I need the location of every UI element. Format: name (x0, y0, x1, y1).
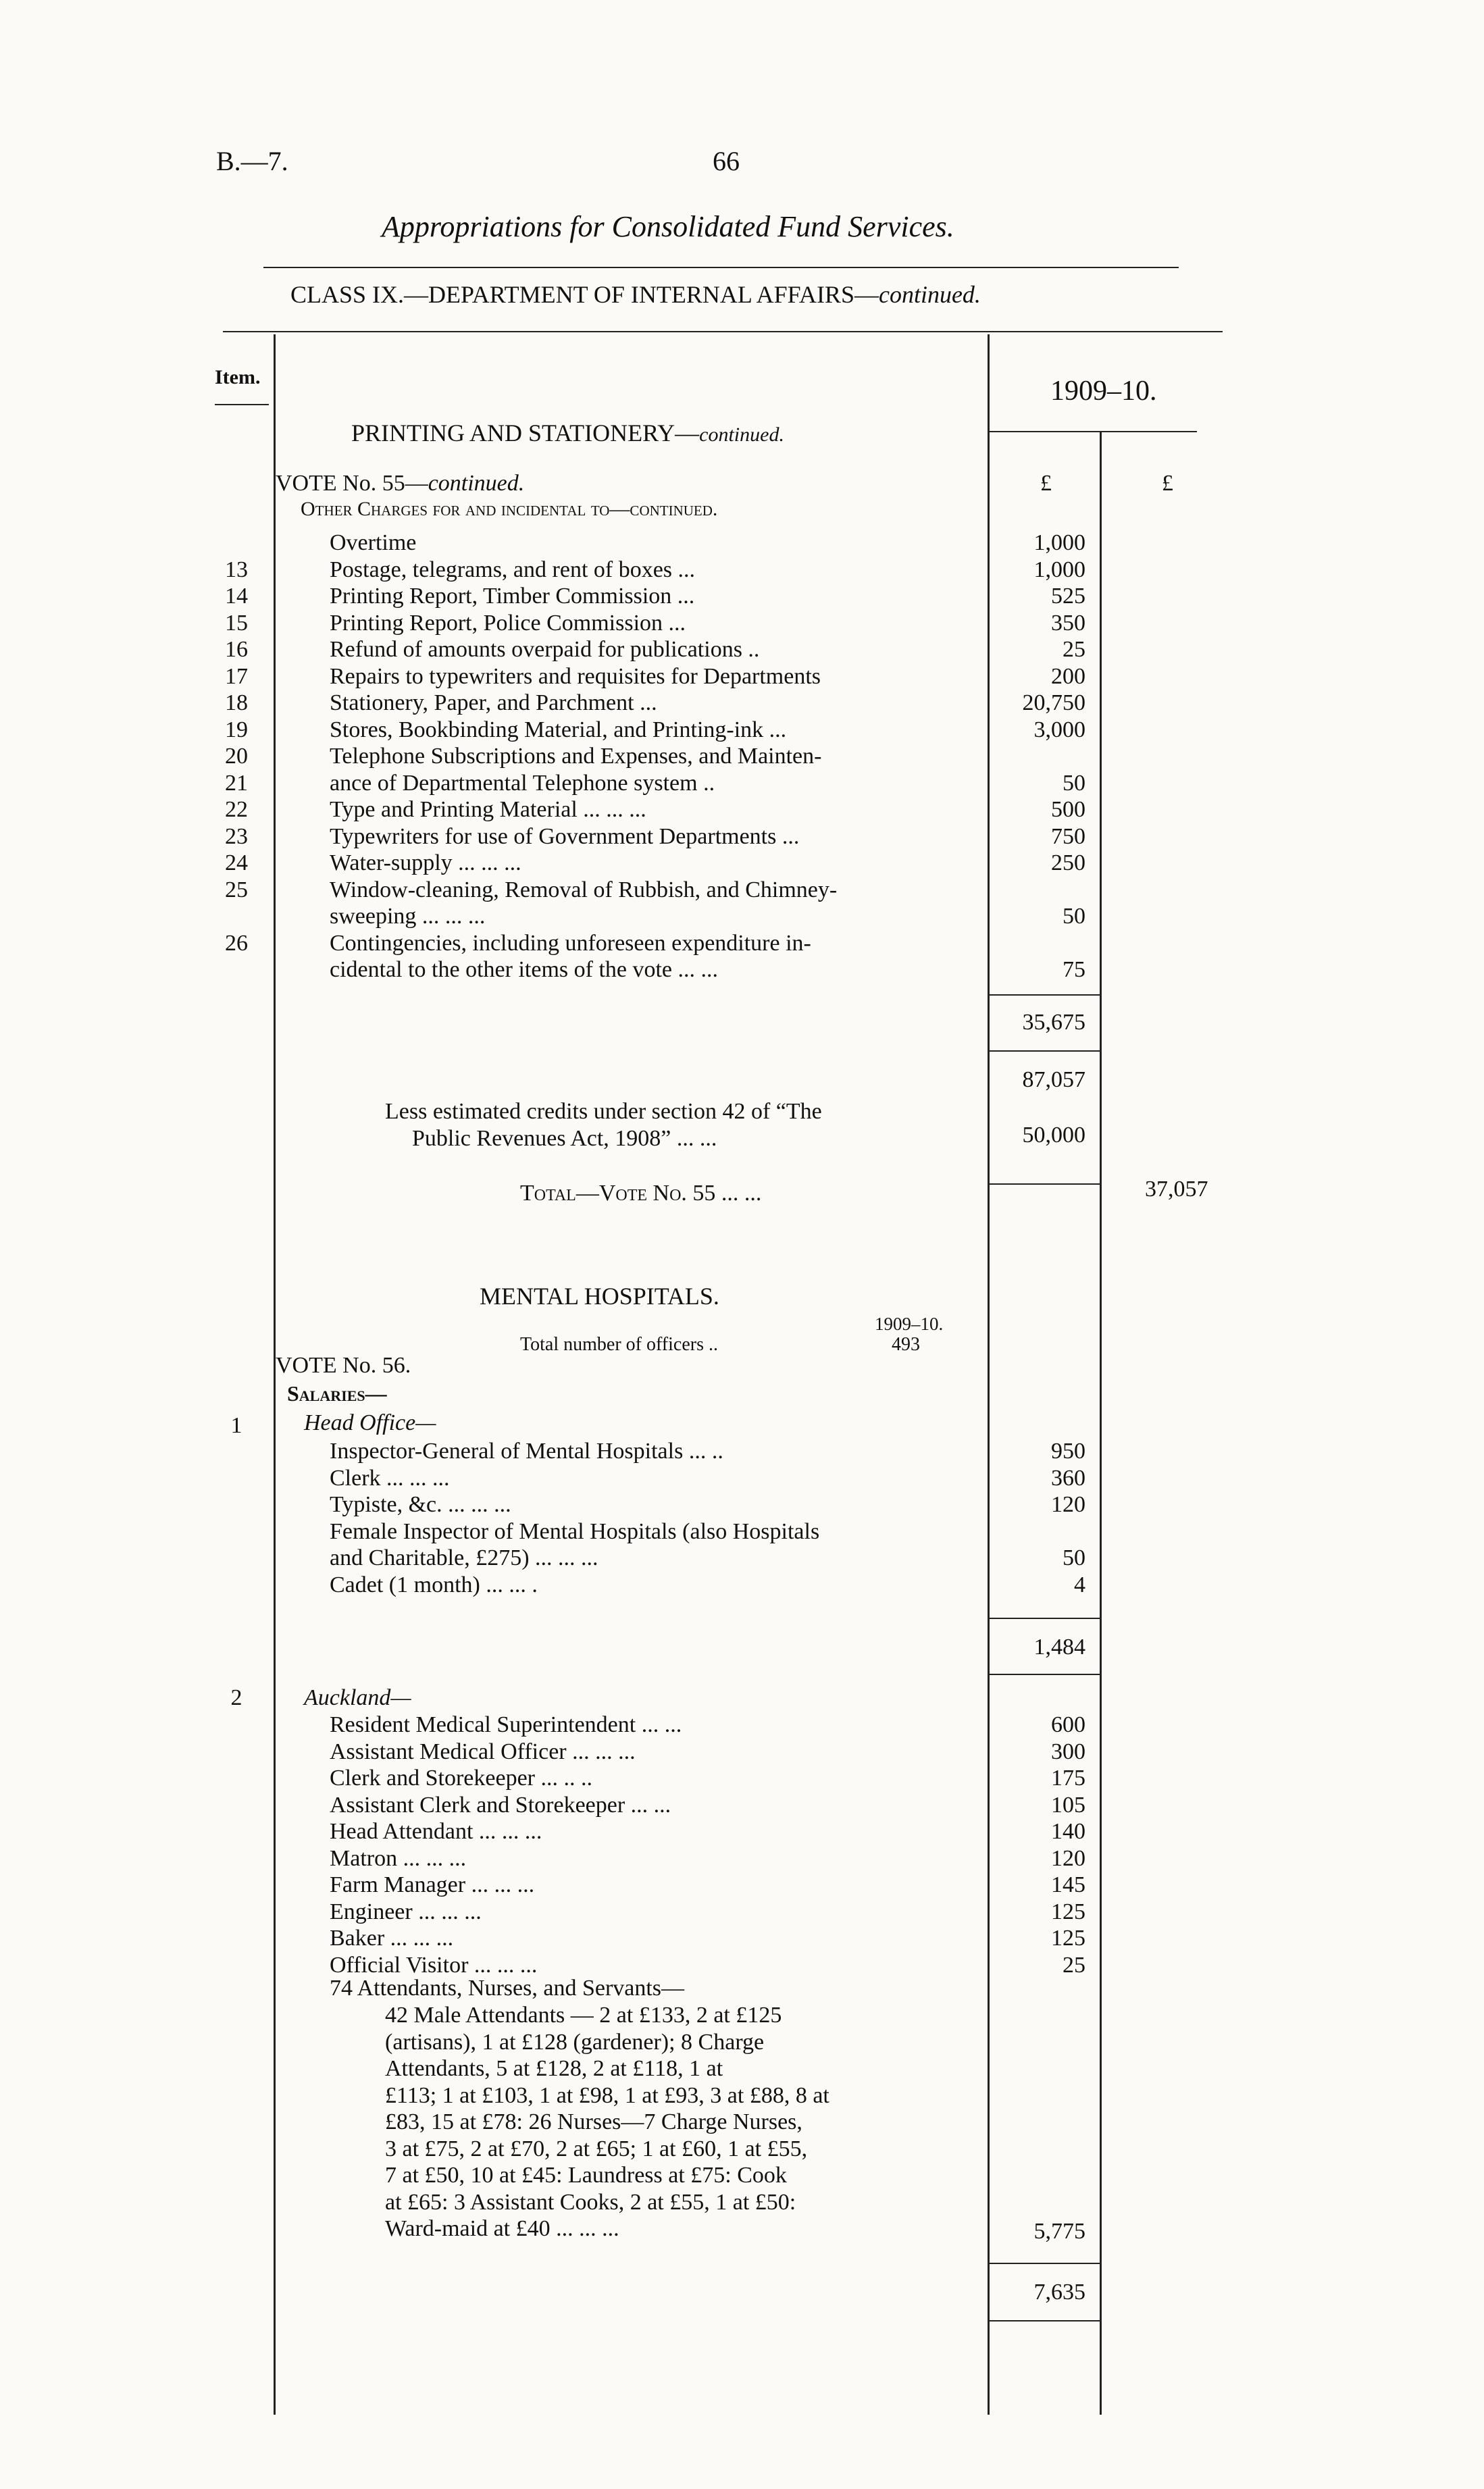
auckland-total: 7,635 (1033, 2280, 1085, 2305)
vote-55-total: 37,057 (1145, 1177, 1208, 1202)
item-number: 13 (225, 557, 248, 582)
amount-column-line-left (988, 334, 990, 2415)
officers-count: 493 (892, 1334, 920, 1355)
line-item-label: Female Inspector of Mental Hospitals (also Hospitals (330, 1518, 820, 1544)
line-item-label: Overtime (330, 530, 417, 555)
salaries-heading: Salaries— (287, 1381, 387, 1406)
line-item-amount: 1,000 (1033, 530, 1085, 555)
line-item-amount: 140 (1051, 1819, 1085, 1844)
item-number: 26 (225, 930, 248, 956)
item-number: 16 (225, 637, 248, 662)
line-item-amount: 50 (1063, 904, 1085, 929)
attendants-detail-line: (artisans), 1 at £128 (gardener); 8 Charge (385, 2029, 765, 2055)
item-number: 17 (225, 663, 248, 689)
line-item-amount: 105 (1051, 1792, 1085, 1818)
head-office-total-rule (988, 1618, 1100, 1619)
line-item-label: Typiste, &c. ... ... ... (330, 1492, 511, 1517)
printing-subtotal: 35,675 (1022, 1010, 1085, 1035)
line-item-amount: 50 (1063, 770, 1085, 796)
line-item-label: Matron ... ... ... (330, 1845, 467, 1871)
line-item-amount: 3,000 (1033, 717, 1085, 742)
line-item-amount: 125 (1051, 1899, 1085, 1924)
line-item-amount: 25 (1063, 637, 1085, 662)
line-item-amount: 525 (1051, 584, 1085, 609)
line-item-amount: 50 (1063, 1545, 1085, 1570)
item-number: 18 (225, 690, 248, 715)
line-item-amount: 350 (1051, 610, 1085, 636)
auckland-title: Auckland— (304, 1685, 411, 1710)
title-rule (263, 267, 1179, 268)
pound-sign-col1: £ (1040, 471, 1052, 496)
credits-line-2: Public Revenues Act, 1908” ... ... (412, 1126, 717, 1151)
printing-gross: 87,057 (1022, 1067, 1085, 1092)
vote-55-total-label: Total—Vote No. 55 ... ... (520, 1181, 762, 1206)
line-item-amount: 300 (1051, 1739, 1085, 1764)
line-item-label: Resident Medical Superintendent ... ... (330, 1712, 682, 1737)
credits-amount: 50,000 (1022, 1123, 1085, 1148)
item-header-rule (215, 404, 269, 405)
item-number: 15 (225, 610, 248, 636)
line-item-label: Repairs to typewriters and requisites for Departments (330, 663, 821, 689)
attendants-detail-line: Attendants, 5 at £128, 2 at £118, 1 at (385, 2056, 723, 2081)
line-item-label: and Charitable, £275) ... ... ... (330, 1545, 598, 1570)
line-item-label: sweeping ... ... ... (330, 904, 486, 929)
line-item-amount: 250 (1051, 850, 1085, 875)
line-item-amount: 500 (1051, 797, 1085, 822)
auckland-item: 2 (230, 1685, 242, 1710)
line-item-label: Farm Manager ... ... ... (330, 1872, 535, 1897)
item-number: 25 (225, 877, 248, 902)
line-item-amount: 145 (1051, 1872, 1085, 1897)
line-item-label: Refund of amounts overpaid for publications .. (330, 637, 760, 662)
item-column-header: Item. (215, 366, 261, 388)
line-item-label: Head Attendant ... ... ... (330, 1819, 542, 1844)
line-item-label: Assistant Clerk and Storekeeper ... ... (330, 1792, 671, 1818)
document-code: B.—7. (216, 146, 288, 176)
credits-line-1: Less estimated credits under section 42 of “The (385, 1099, 822, 1124)
head-office-item: 1 (230, 1413, 242, 1438)
line-item-amount: 200 (1051, 663, 1085, 689)
attendants-heading: 74 Attendants, Nurses, and Servants— (330, 1976, 685, 2001)
line-item-label: Printing Report, Police Commission ... (330, 610, 686, 636)
line-item-amount: 20,750 (1022, 690, 1085, 715)
line-item-label: Inspector-General of Mental Hospitals ... .. (330, 1439, 723, 1464)
year-header-rule (988, 431, 1197, 432)
line-item-amount: 600 (1051, 1712, 1085, 1737)
line-item-amount: 120 (1051, 1845, 1085, 1871)
line-item-label: Baker ... ... ... (330, 1926, 454, 1951)
line-item-label: ance of Departmental Telephone system .. (330, 770, 715, 796)
line-item-label: Engineer ... ... ... (330, 1899, 482, 1924)
auckland-total-rule (988, 2263, 1100, 2264)
other-charges-subheading: Other Charges for and incidental to—continued. (301, 498, 718, 520)
line-item-label: Stationery, Paper, and Parchment ... (330, 690, 657, 715)
line-item-amount: 950 (1051, 1439, 1085, 1464)
item-number: 19 (225, 717, 248, 742)
attendants-amount: 5,775 (1033, 2219, 1085, 2244)
page-title: Appropriations for Consolidated Fund Services. (382, 210, 954, 243)
printing-subtotal-rule (988, 994, 1100, 996)
line-item-amount: 175 (1051, 1766, 1085, 1791)
vote-56-heading: VOTE No. 56. (276, 1353, 411, 1378)
page-number: 66 (713, 146, 740, 176)
line-item-label: Postage, telegrams, and rent of boxes ... (330, 557, 696, 582)
auckland-bottom-rule (988, 2320, 1100, 2321)
section-heading-mental: MENTAL HOSPITALS. (480, 1283, 719, 1310)
printing-gross-rule (988, 1050, 1100, 1052)
line-item-label: cidental to the other items of the vote ... ... (330, 957, 719, 982)
line-item-label: Contingencies, including unforeseen expenditure in- (330, 930, 811, 956)
class-heading: CLASS IX.—DEPARTMENT OF INTERNAL AFFAIRS—continued. (290, 281, 981, 308)
line-item-label: Clerk ... ... ... (330, 1465, 450, 1491)
item-number: 21 (225, 770, 248, 796)
attendants-detail-line: 3 at £75, 2 at £70, 2 at £65; 1 at £60, 1 at £55, (385, 2136, 808, 2161)
attendants-detail-line: at £65: 3 Assistant Cooks, 2 at £55, 1 at £50: (385, 2189, 796, 2215)
class-rule (223, 331, 1223, 332)
officers-label: Total number of officers .. (520, 1334, 718, 1355)
head-office-bottom-rule (988, 1674, 1100, 1675)
vote-55-heading: VOTE No. 55—continued. (276, 471, 525, 496)
line-item-amount: 1,000 (1033, 557, 1085, 582)
head-office-total: 1,484 (1033, 1635, 1085, 1660)
line-item-label: Type and Printing Material ... ... ... (330, 797, 646, 822)
amount-column-line-mid (1100, 432, 1102, 2415)
item-number: 23 (225, 823, 248, 849)
line-item-label: Printing Report, Timber Commission ... (330, 584, 695, 609)
line-item-label: Typewriters for use of Government Departments ... (330, 823, 800, 849)
head-office-title: Head Office— (304, 1410, 436, 1435)
item-number: 22 (225, 797, 248, 822)
line-item-amount: 25 (1063, 1952, 1085, 1978)
line-item-amount: 750 (1051, 823, 1085, 849)
attendants-detail-line: £83, 15 at £78: 26 Nurses—7 Charge Nurses, (385, 2109, 802, 2134)
line-item-label: Window-cleaning, Removal of Rubbish, and Chimney- (330, 877, 838, 902)
line-item-label: Cadet (1 month) ... ... . (330, 1572, 538, 1597)
item-number: 24 (225, 850, 248, 875)
section-heading-printing: PRINTING AND STATIONERY—continued. (351, 419, 784, 446)
officers-year: 1909–10. (875, 1314, 944, 1334)
line-item-label: Water-supply ... ... ... (330, 850, 521, 875)
line-item-amount: 75 (1063, 957, 1085, 982)
attendants-detail-line: Ward-maid at £40 ... ... ... (385, 2216, 619, 2241)
credits-rule (988, 1183, 1100, 1185)
item-number: 20 (225, 744, 248, 769)
attendants-detail-line: £113; 1 at £103, 1 at £98, 1 at £93, 3 at £88, 8 at (385, 2082, 829, 2108)
line-item-label: Clerk and Storekeeper ... .. .. (330, 1766, 592, 1791)
attendants-detail-line: 7 at £50, 10 at £45: Laundress at £75: Cook (385, 2163, 787, 2188)
line-item-label: Assistant Medical Officer ... ... ... (330, 1739, 636, 1764)
line-item-amount: 360 (1051, 1465, 1085, 1491)
pound-sign-col2: £ (1162, 471, 1173, 496)
year-column-header: 1909–10. (1050, 376, 1157, 407)
line-item-label: Official Visitor ... ... ... (330, 1952, 538, 1978)
line-item-label: Stores, Bookbinding Material, and Printing-ink ... (330, 717, 787, 742)
line-item-amount: 4 (1074, 1572, 1085, 1597)
attendants-detail-line: 42 Male Attendants — 2 at £133, 2 at £125 (385, 2003, 782, 2028)
line-item-amount: 125 (1051, 1926, 1085, 1951)
line-item-amount: 120 (1051, 1492, 1085, 1517)
line-item-label: Telephone Subscriptions and Expenses, and Mainten- (330, 744, 822, 769)
item-number: 14 (225, 584, 248, 609)
